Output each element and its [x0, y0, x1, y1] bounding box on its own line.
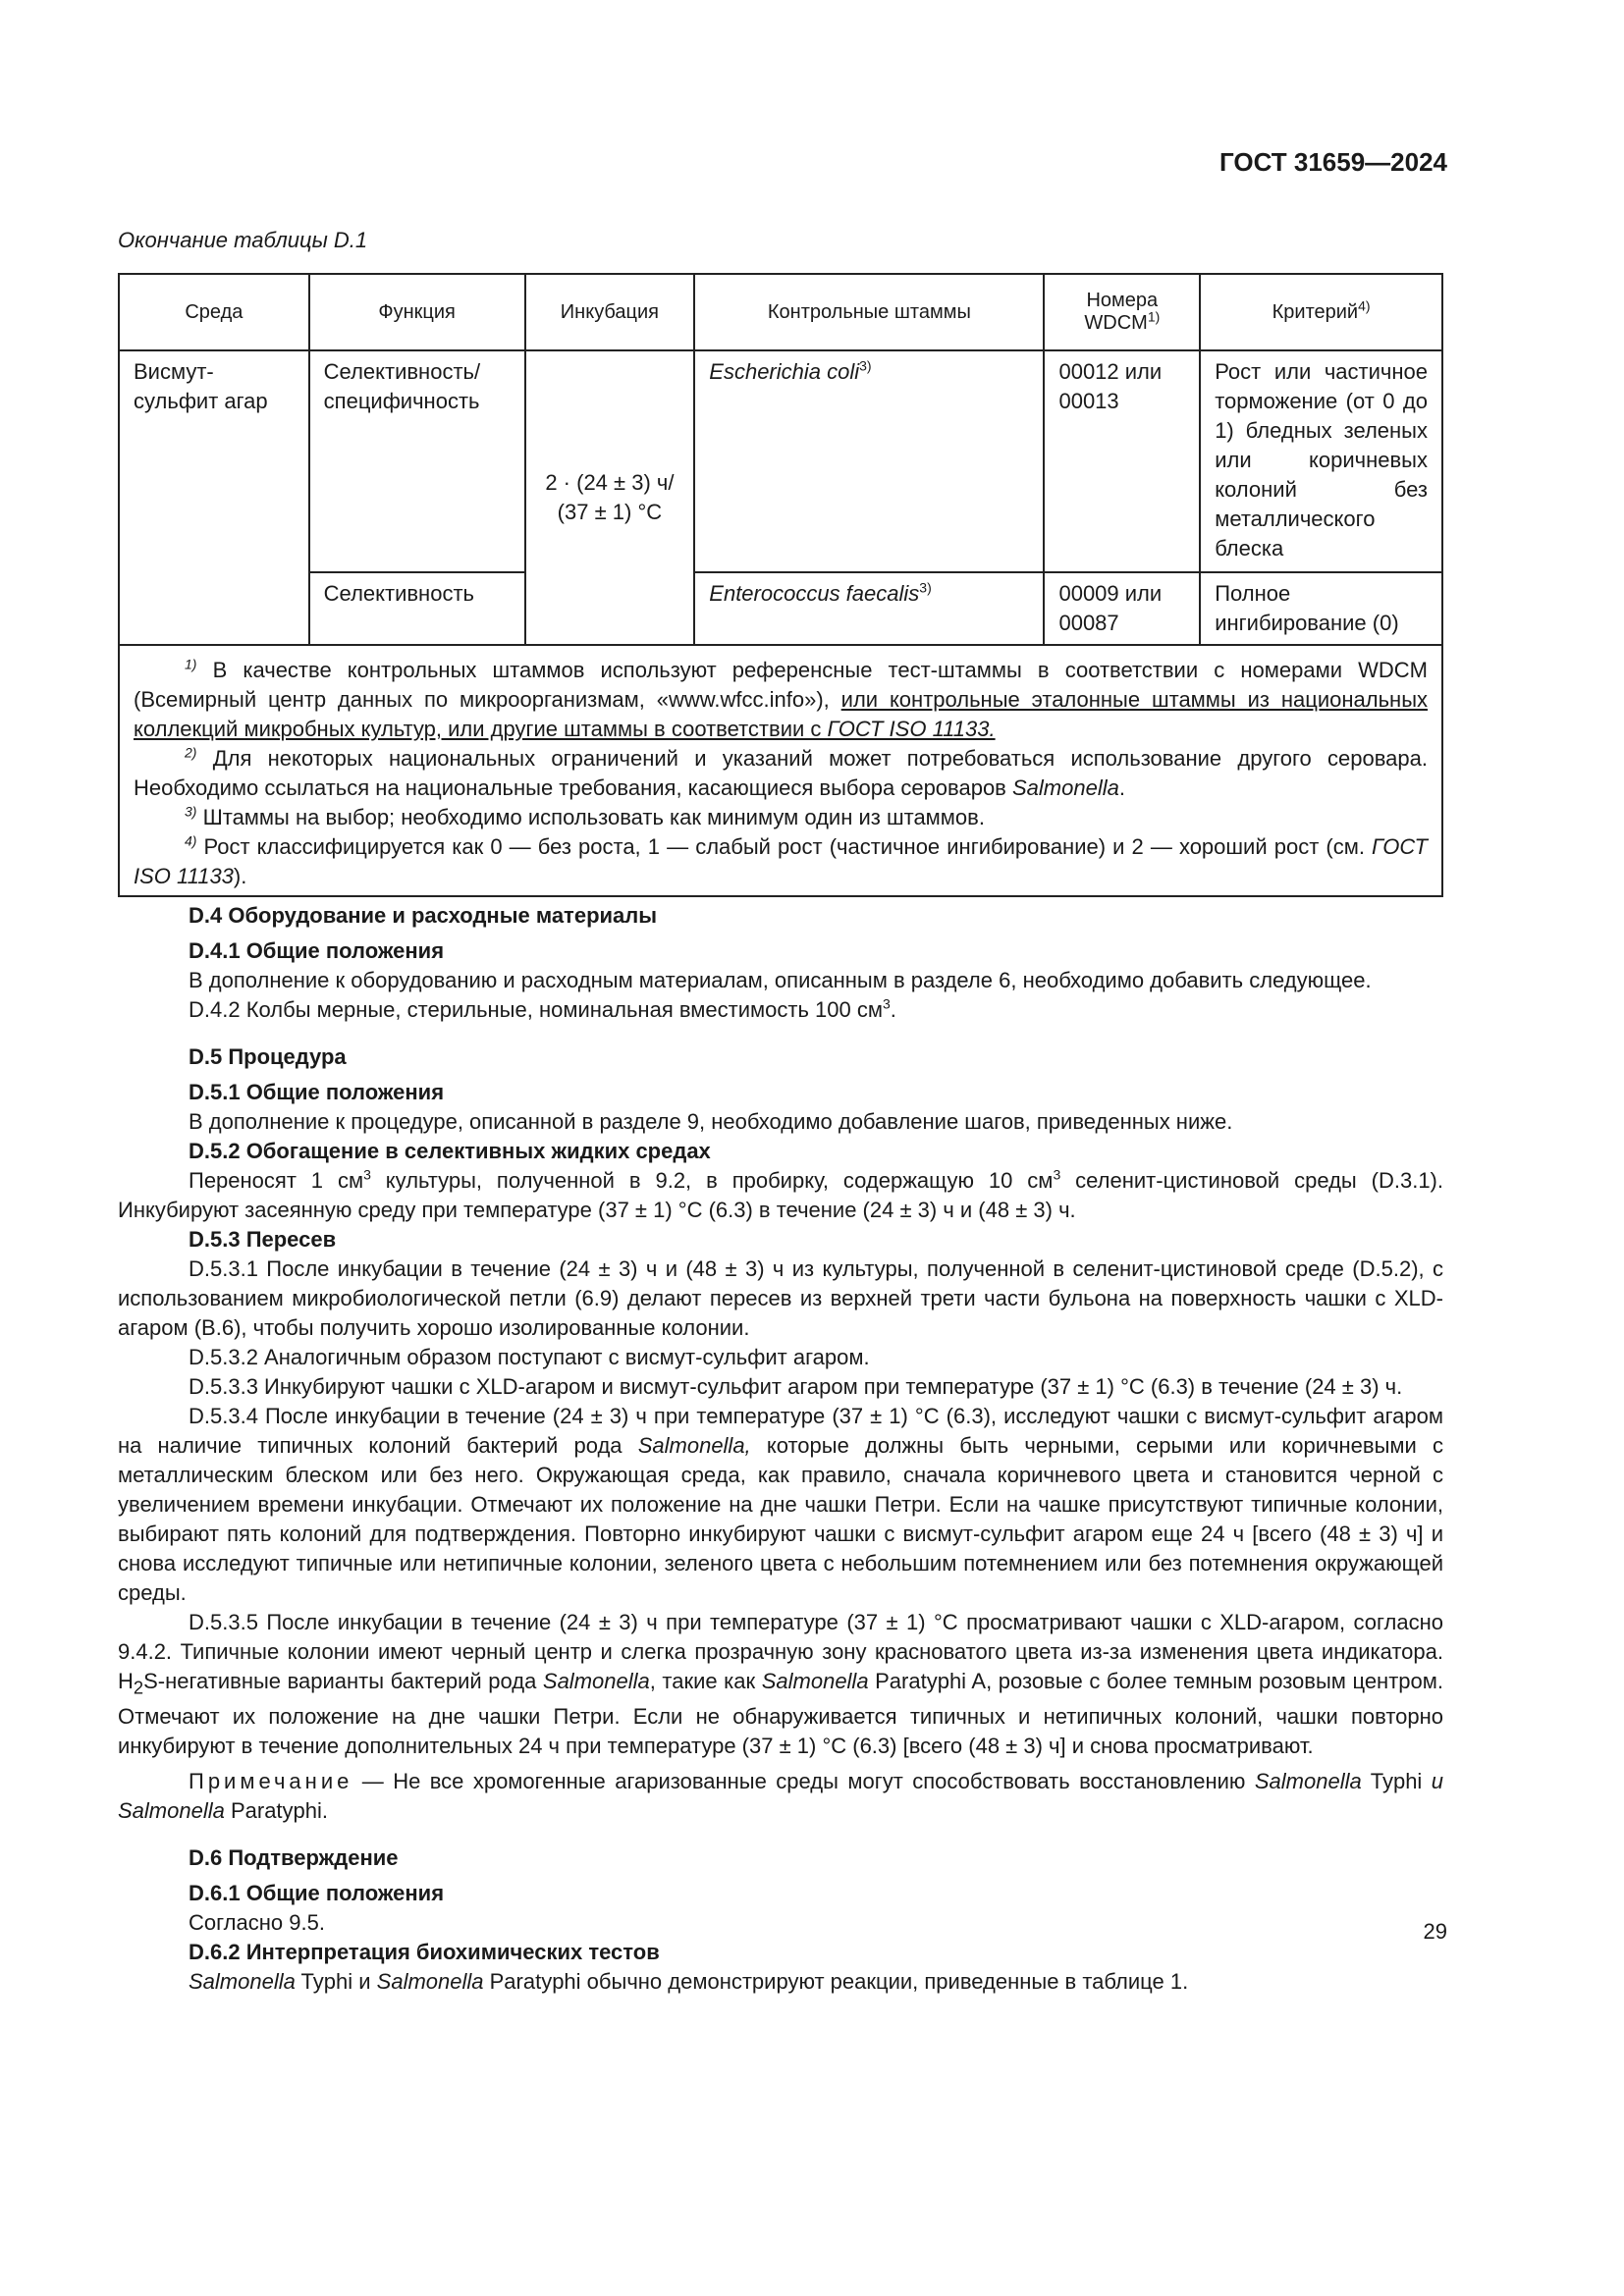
cell-wdcm: 00009 или 00087	[1044, 572, 1200, 645]
cell-strain: Escherichia coli$^{3)}$	[694, 350, 1044, 572]
subsection-heading: D.5.2 Обогащение в селективных жидких средах	[189, 1139, 711, 1163]
cell-criterion: Полное ингибирование (0)	[1200, 572, 1442, 645]
paragraph: D.5.3.2 Аналогичным образом поступают с висмут-сульфит агаром.	[189, 1345, 870, 1369]
page-number: 29	[1423, 1919, 1447, 1944]
document-header: ГОСТ 31659—2024	[1219, 147, 1447, 177]
cell-strain: Enterococcus faecalis$^{3)}$	[694, 572, 1044, 645]
note: Примечание — Не все хромогенные агаризованные среды могут способствовать восстановлению Salmonella Typhi и Salmonella Paratyphi.	[118, 1769, 1443, 1824]
paragraph: D.4.2 Колбы мерные, стерильные, номинальная вместимость 100 $см^3$.	[189, 995, 896, 1022]
table-row	[119, 350, 1442, 572]
subsection-heading: D.6.1 Общие положения	[189, 1881, 445, 1906]
paragraph: Переносят 1 $см^3$ культуры, полученной в 9.2, в пробирку, содержащую 10 $см^3$ селенит-цистиновой среды (D.3.1). Инкубируют засеянную среду при температуре (37 ± 1) °С (6.3) в течение (24 ± 3) ч и (48 ± 3) ч.	[118, 1166, 1443, 1222]
cell-medium: Висмут-сульфит агар	[119, 350, 309, 645]
col-header-strains: Контрольные штаммы	[694, 274, 1044, 350]
col-header-incubation: Инкубация	[525, 274, 695, 350]
footnote-1: $^{1)}$ В качестве контрольных штаммов используют референсные тест-штаммы в соответствии с номерами WDCM (Всемирный центр данных по микроорганизмам, «www.wfcc.info»), или контрольные эталонные штаммы из национальных коллекций микробных культур, или другие штаммы в соответствии с ГОСТ ISO 11133.	[134, 656, 1429, 741]
cell-function: Селективность/ специфичность	[309, 350, 525, 572]
table-d1	[118, 273, 1443, 897]
paragraph: Согласно 9.5.	[189, 1910, 325, 1936]
paragraph: D.5.3.1 После инкубации в течение (24 ± 3) ч и (48 ± 3) ч из культуры, полученной в селенит-цистиновой среде (D.5.2), с использованием микробиологической петли (6.9) делают пересев из верхней трети части бульона на поверхность чашки с XLD-агаром (В.6), чтобы получить хорошо изолированные колонии.	[118, 1256, 1443, 1340]
table-row	[119, 572, 1442, 645]
footnote-2: $^{2)}$ Для некоторых национальных ограничений и указаний может потребоваться использование другого серовара. Необходимо ссылаться на национальные требования, касающиеся выбора сероваров Salmonella.	[134, 744, 1428, 800]
table-footnotes	[119, 645, 1442, 896]
paragraph: D.5.3.5 После инкубации в течение (24 ± 3) ч при температуре (37 ± 1) °С просматривают чашки с XLD-агаром, согласно 9.4.2. Типичные колонии имеют черный центр и слегка прозрачную зону красноватого цвета из-за изменения цвета индикатора. $H_2S$-негативные варианты бактерий рода Salmonella, такие как Salmonella Paratyphi A, розовые с более темным розовым центром. Отмечают их положение на дне чашки Петри. Если не обнаруживается типичных и нетипичных колоний, чашки повторно инкубируют в течение дополнительных 24 ч при температуре (37 ± 1) °С (6.3) [всего (48 ± 3) ч] и снова просматривают.	[118, 1610, 1443, 1759]
subsection-heading: D.4.1 Общие положения	[189, 938, 445, 963]
section-heading: D.4 Оборудование и расходные материалы	[189, 903, 658, 928]
subsection-heading: D.5.1 Общие положения	[189, 1080, 445, 1104]
table-caption: Окончание таблицы D.1	[118, 228, 368, 252]
col-header-wdcm: Номера WDCM$^{1)}$	[1044, 274, 1200, 350]
footnote-3: $^{3)}$ Штаммы на выбор; необходимо использовать как минимум один из штаммов.	[185, 803, 985, 829]
paragraph: Salmonella Typhi и Salmonella Paratyphi обычно демонстрируют реакции, приведенные в таблице 1.	[189, 1969, 1189, 1995]
cell-wdcm: 00012 или 00013	[1044, 350, 1200, 572]
paragraph: D.5.3.4 После инкубации в течение (24 ± 3) ч при температуре (37 ± 1) °С (6.3), исследуют чашки с висмут-сульфит агаром на наличие типичных колоний бактерий рода Salmonella, которые должны быть черными, серыми или коричневыми с металлическим блеском или без него. Окружающая среда, как правило, сначала коричневого цвета и становится черной с увеличением времени инкубации. Отмечают их положение на дне чашки Петри. Если на чашке присутствуют типичные колонии, выбирают пять колоний для подтверждения. Повторно инкубируют чашки с висмут-сульфит агаром еще 24 ч [всего (48 ± 3) ч] и снова исследуют типичные или нетипичные колонии, зеленого цвета с небольшим потемнением или без потемнения окружающей среды.	[118, 1404, 1443, 1605]
section-heading: D.5 Процедура	[189, 1044, 347, 1069]
cell-criterion: Рост или частичное торможение (от 0 до 1) бледных зеленых или коричневых колоний без металлического блеска	[1200, 350, 1442, 572]
subsection-heading: D.5.3 Пересев	[189, 1227, 337, 1252]
cell-incubation: 2 · (24 ± 3) ч/ (37 ± 1) °С	[525, 350, 695, 645]
paragraph: D.5.3.3 Инкубируют чашки с XLD-агаром и висмут-сульфит агаром при температуре (37 ± 1) °С (6.3) в течение (24 ± 3) ч.	[189, 1374, 1403, 1399]
document-body	[118, 901, 1443, 1997]
section-heading: D.6 Подтверждение	[189, 1845, 399, 1871]
subsection-heading: D.6.2 Интерпретация биохимических тестов	[189, 1940, 660, 1965]
paragraph: В дополнение к оборудованию и расходным материалам, описанным в разделе 6, необходимо добавить следующее.	[189, 968, 1372, 992]
footnote-4: $^{4)}$ Рост классифицируется как 0 — без роста, 1 — слабый рост (частичное ингибирование) и 2 — хороший рост (см. ГОСТ ISO 11133).	[134, 832, 1428, 888]
paragraph: В дополнение к процедуре, описанной в разделе 9, необходимо добавление шагов, приведенных ниже.	[189, 1109, 1233, 1134]
table-footnotes-row	[119, 645, 1442, 896]
table-header-row	[119, 274, 1442, 350]
col-header-function: Функция	[309, 274, 525, 350]
col-header-criterion: Критерий$^{4)}$	[1200, 274, 1442, 350]
col-header-medium: Среда	[119, 274, 309, 350]
cell-function: Селективность	[309, 572, 525, 645]
